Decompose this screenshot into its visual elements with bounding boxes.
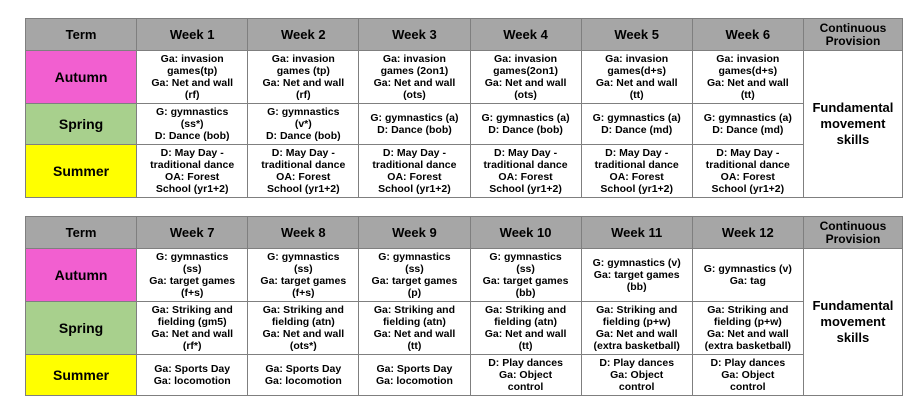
cell-line: traditional dance [261, 159, 346, 171]
cp-line: skills [836, 330, 870, 345]
cell-line: G: gymnastics (a) [592, 112, 681, 124]
cell-line: fielding (p+w) [713, 316, 782, 328]
plan-cell [248, 51, 359, 104]
cell-line: OA: Forest [387, 171, 442, 183]
plan-cell [248, 249, 359, 302]
header-line: Continuous [819, 218, 887, 233]
cell-line: (p) [407, 287, 422, 299]
cell-line: D: May Day - [160, 147, 224, 159]
header-row [26, 19, 903, 51]
plan-table-weeks-1-6 [25, 18, 903, 198]
cp-line: Fundamental [812, 100, 894, 115]
plan-cell [470, 302, 581, 355]
cell-line: School (yr1+2) [378, 183, 451, 195]
cell-line: G: gymnastics [489, 251, 562, 263]
cell-line: (f+s) [292, 287, 315, 299]
cell-line: Ga: Net and wall [706, 328, 789, 340]
cell-line: (ss) [182, 263, 202, 275]
cell-line: Ga: Net and wall [484, 328, 567, 340]
cell-line: D: May Day - [605, 147, 669, 159]
cell-line: D: Play dances [599, 357, 675, 369]
cell-line: (f+s) [180, 287, 204, 299]
cell-line: (bb) [626, 281, 647, 293]
cell-line: Ga: Sports Day [376, 363, 453, 375]
cell-line: G: gymnastics (a) [703, 112, 792, 124]
week-header: Week 9 [359, 217, 470, 249]
cell-line: Ga: Net and wall [373, 77, 456, 89]
cell-line: G: gymnastics (v) [592, 257, 681, 269]
cell-line: Ga: Object [721, 369, 775, 381]
cell-line: games(d+s) [607, 65, 667, 77]
plan-cell [581, 145, 692, 198]
cell-line: School (yr1+2) [711, 183, 785, 195]
week-header: Week 7 [137, 217, 248, 249]
cell-line: games(tp) [167, 65, 218, 77]
plan-cell [359, 249, 470, 302]
cell-line: Ga: target games [371, 275, 458, 287]
cell-line: Ga: target games [482, 275, 569, 287]
cell-line: fielding (gm5) [157, 316, 227, 328]
cell-line: G: gymnastics [267, 106, 340, 118]
cell-line: (extra basketball) [593, 340, 680, 352]
plan-cell [137, 249, 248, 302]
week-header: Week 2 [248, 19, 359, 51]
fundamental-movement-skills [803, 249, 902, 396]
header-line: Continuous [819, 20, 887, 35]
cell-line: Ga: Net and wall [262, 328, 345, 340]
plan-table-weeks-7-12 [25, 216, 903, 396]
cell-line: traditional dance [483, 159, 568, 171]
cell-line: School (yr1+2) [600, 183, 674, 195]
cell-line: School (yr1+2) [155, 183, 229, 195]
cell-line: (tt) [518, 340, 533, 352]
plan-cell [248, 355, 359, 396]
cell-line: traditional dance [705, 159, 790, 171]
plan-cell [470, 355, 581, 396]
spring-row [26, 104, 903, 145]
plan-cell [359, 145, 470, 198]
continuous-provision-header [803, 217, 902, 249]
autumn-row [26, 51, 903, 104]
cell-line: Ga: Striking and [373, 304, 455, 316]
plan-cell [137, 355, 248, 396]
cell-line: D: Dance (bob) [265, 130, 341, 142]
cell-line: fielding (atn) [494, 316, 558, 328]
cell-line: control [730, 381, 766, 393]
cp-line: skills [836, 132, 870, 147]
header-row [26, 217, 903, 249]
cell-line: Ga: target games [593, 269, 680, 281]
plan-cell [692, 302, 803, 355]
cell-line: (ss) [405, 263, 424, 275]
term-autumn: Autumn [26, 249, 137, 302]
cell-line: fielding (atn) [382, 316, 446, 328]
cell-line: Ga: Object [610, 369, 664, 381]
week-header: Week 10 [470, 217, 581, 249]
cell-line: games(2on1) [493, 65, 558, 77]
cell-line: D: May Day - [716, 147, 780, 159]
cell-line: Ga: invasion [494, 53, 558, 65]
cell-line: G: gymnastics (a) [370, 112, 459, 124]
cell-line: Ga: Striking and [707, 304, 789, 316]
cell-line: (tt) [629, 89, 644, 101]
cell-line: D: Play dances [710, 357, 786, 369]
term-spring: Spring [26, 104, 137, 145]
plan-cell [581, 51, 692, 104]
cell-line: traditional dance [594, 159, 679, 171]
plan-cell [692, 51, 803, 104]
cell-line: D: May Day - [494, 147, 558, 159]
autumn-row [26, 249, 903, 302]
week-header: Week 1 [137, 19, 248, 51]
cell-line: Ga: Striking and [596, 304, 678, 316]
term-header: Term [26, 19, 137, 51]
cell-line: Ga: target games [149, 275, 236, 287]
cell-line: OA: Forest [609, 171, 664, 183]
cell-line: Ga: invasion [382, 53, 446, 65]
cell-line: School (yr1+2) [489, 183, 562, 195]
plan-cell [692, 145, 803, 198]
summer-row [26, 145, 903, 198]
term-spring: Spring [26, 302, 137, 355]
plan-cell [248, 302, 359, 355]
plan-cell [359, 104, 470, 145]
cell-line: games (2on1) [380, 65, 449, 77]
cell-line: Ga: locomotion [264, 375, 342, 387]
cell-line: traditional dance [372, 159, 457, 171]
week-header: Week 3 [359, 19, 470, 51]
summer-row [26, 355, 903, 396]
cell-line: (rf) [184, 89, 200, 101]
cell-line: (ots) [514, 89, 537, 101]
cell-line: (rf) [296, 89, 311, 101]
cell-line: G: gymnastics [156, 106, 229, 118]
plan-cell [137, 145, 248, 198]
cell-line: (ots*) [289, 340, 317, 352]
cell-line: OA: Forest [498, 171, 553, 183]
cell-line: D: Dance (bob) [154, 130, 230, 142]
cell-line: (rf*) [182, 340, 202, 352]
cell-line: OA: Forest [720, 171, 775, 183]
plan-cell [359, 355, 470, 396]
cell-line: Ga: Object [499, 369, 553, 381]
plan-cell [581, 355, 692, 396]
cell-line: (v*) [294, 118, 312, 130]
cell-line: fielding (atn) [271, 316, 335, 328]
plan-cell [581, 302, 692, 355]
week-header: Week 6 [692, 19, 803, 51]
cell-line: Ga: Net and wall [595, 77, 678, 89]
cell-line: D: Dance (md) [601, 124, 673, 136]
cell-line: D: Dance (bob) [488, 124, 563, 136]
cell-line: Ga: Striking and [262, 304, 344, 316]
week-header: Week 8 [248, 217, 359, 249]
cell-line: D: May Day - [271, 147, 335, 159]
plan-cell [359, 302, 470, 355]
cell-line: control [618, 381, 655, 393]
plan-cell [248, 104, 359, 145]
cell-line: G: gymnastics (a) [481, 112, 570, 124]
cell-line: games(d+s) [718, 65, 778, 77]
cell-line: G: gymnastics [267, 251, 340, 263]
plan-cell [470, 51, 581, 104]
plan-cell [359, 51, 470, 104]
continuous-provision-header [803, 19, 902, 51]
plan-cell [248, 145, 359, 198]
cp-line: movement [820, 116, 886, 131]
cp-line: Fundamental [812, 298, 894, 313]
plan-cell [137, 51, 248, 104]
plan-cell [581, 104, 692, 145]
cell-line: (bb) [515, 287, 536, 299]
cell-line: G: gymnastics [378, 251, 451, 263]
cell-line: (tt) [407, 340, 422, 352]
term-summer: Summer [26, 355, 137, 396]
plan-cell [692, 249, 803, 302]
cell-line: (extra basketball) [704, 340, 791, 352]
cell-line: D: Dance (bob) [377, 124, 452, 136]
term-summer: Summer [26, 145, 137, 198]
cell-line: fielding (p+w) [602, 316, 671, 328]
cell-line: (ss) [516, 263, 535, 275]
cell-line: Ga: Net and wall [373, 328, 456, 340]
cell-line: G: gymnastics (v) [703, 263, 792, 275]
cell-line: (tt) [740, 89, 755, 101]
week-header: Week 12 [692, 217, 803, 249]
cell-line: Ga: Sports Day [154, 363, 231, 375]
plan-cell [581, 249, 692, 302]
cell-line: Ga: invasion [160, 53, 224, 65]
cell-line: OA: Forest [276, 171, 331, 183]
cell-line: control [507, 381, 544, 393]
cell-line: Ga: Net and wall [151, 77, 234, 89]
header-line: Provision [825, 231, 881, 246]
fundamental-movement-skills [803, 51, 902, 198]
cell-line: games (tp) [276, 65, 330, 77]
cell-line: D: May Day - [382, 147, 446, 159]
cell-line: D: Play dances [488, 357, 563, 369]
cell-line: Ga: Net and wall [595, 328, 678, 340]
cell-line: (ss*) [180, 118, 204, 130]
week-header: Week 5 [581, 19, 692, 51]
cell-line: (ots) [403, 89, 426, 101]
cell-line: Ga: Net and wall [484, 77, 567, 89]
cell-line: G: gymnastics [156, 251, 229, 263]
cell-line: Ga: Net and wall [151, 328, 234, 340]
cell-line: traditional dance [150, 159, 235, 171]
cell-line: Ga: target games [260, 275, 347, 287]
cell-line: Ga: locomotion [153, 375, 231, 387]
cell-line: (ss) [293, 263, 313, 275]
cell-line: Ga: locomotion [375, 375, 453, 387]
cell-line: Ga: invasion [716, 53, 780, 65]
plan-cell [137, 104, 248, 145]
cp-line: movement [820, 314, 886, 329]
cell-line: Ga: Striking and [151, 304, 233, 316]
plan-cell [692, 355, 803, 396]
header-line: Provision [825, 33, 881, 48]
cell-line: D: Dance (md) [712, 124, 784, 136]
cell-line: Ga: Sports Day [265, 363, 342, 375]
plan-cell [137, 302, 248, 355]
cell-line: Ga: Net and wall [706, 77, 789, 89]
plan-cell [470, 145, 581, 198]
spring-row [26, 302, 903, 355]
cell-line: Ga: Net and wall [262, 77, 345, 89]
week-header: Week 4 [470, 19, 581, 51]
cell-line: Ga: tag [729, 275, 766, 287]
cell-line: Ga: invasion [605, 53, 669, 65]
term-autumn: Autumn [26, 51, 137, 104]
cell-line: School (yr1+2) [266, 183, 340, 195]
plan-cell [470, 104, 581, 145]
term-header: Term [26, 217, 137, 249]
plan-cell [470, 249, 581, 302]
cell-line: Ga: Striking and [485, 304, 567, 316]
cell-line: OA: Forest [165, 171, 220, 183]
cell-line: Ga: invasion [271, 53, 335, 65]
plan-cell [692, 104, 803, 145]
week-header: Week 11 [581, 217, 692, 249]
